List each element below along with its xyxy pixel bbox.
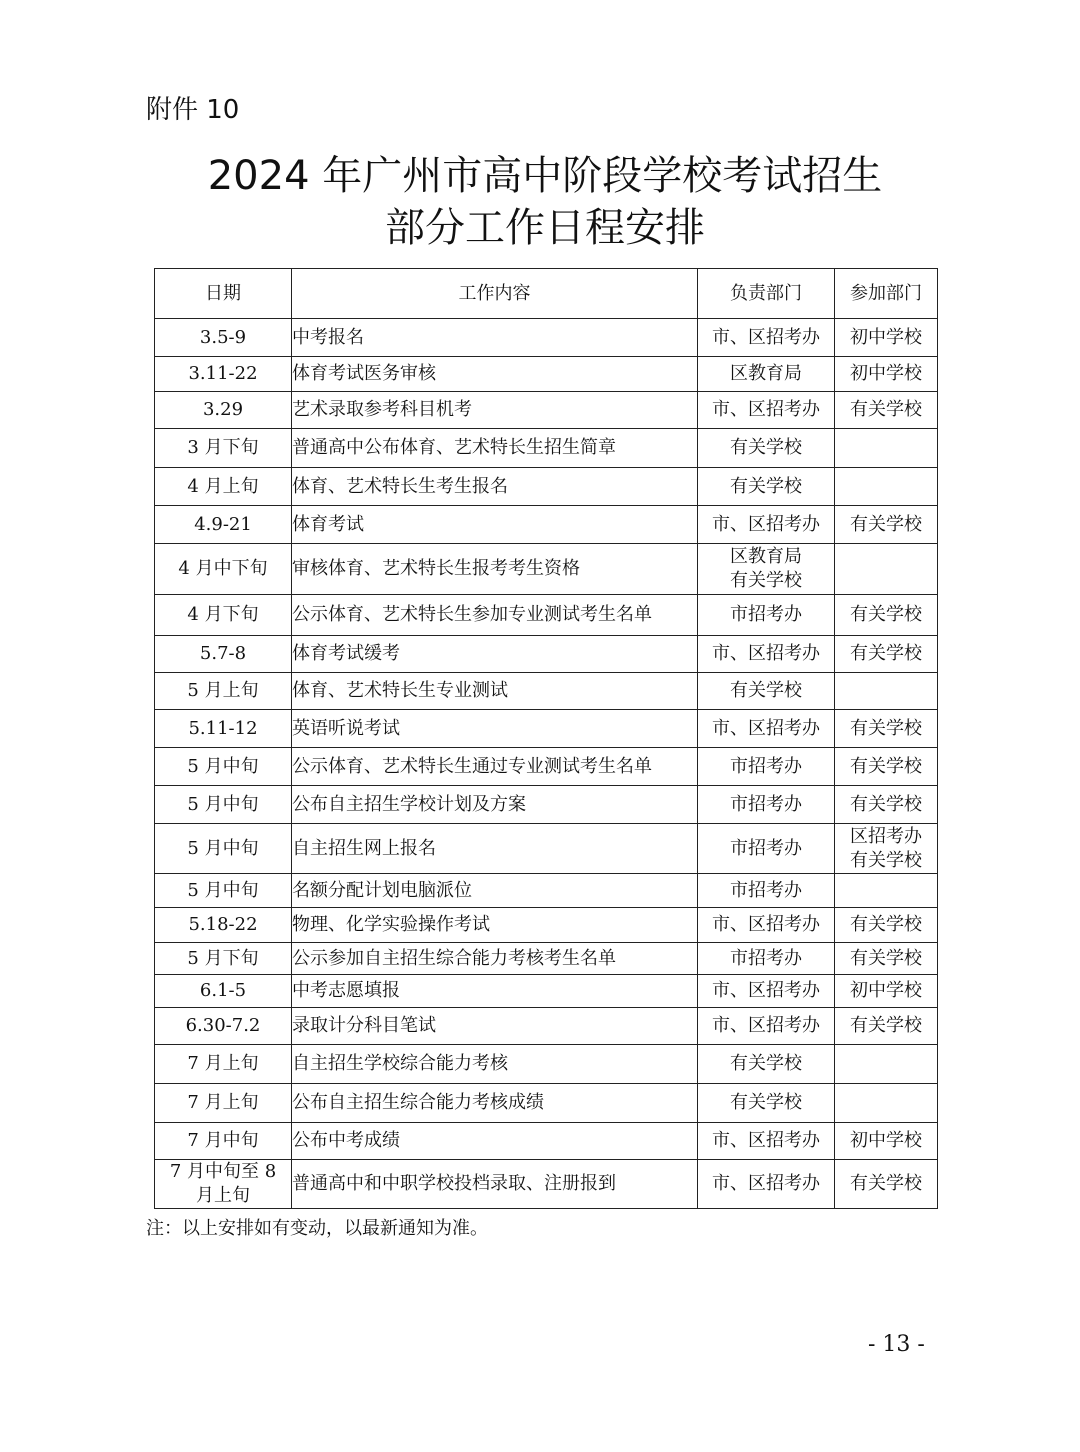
table-row [155,786,938,824]
cell-participants: 有关学校 [835,710,938,748]
cell-date: 5.18-22 [155,908,292,943]
cell-department: 有关学校 [698,1084,835,1123]
cell-content: 中考志愿填报 [292,975,698,1008]
cell-date: 3.5-9 [155,319,292,357]
table-row [155,392,938,429]
cell-content: 录取计分科目笔试 [292,1008,698,1045]
cell-content: 公布中考成绩 [292,1123,698,1160]
cell-department: 市、区招考办 [698,319,835,357]
table-row [155,468,938,506]
cell-content: 艺术录取参考科目机考 [292,392,698,429]
cell-content: 公示体育、艺术特长生通过专业测试考生名单 [292,748,698,786]
cell-date: 7 月中旬 [155,1123,292,1160]
cell-department: 市、区招考办 [698,1160,835,1209]
cell-content: 自主招生网上报名 [292,824,698,874]
cell-content: 体育、艺术特长生考生报名 [292,468,698,506]
column-header-department: 负责部门 [698,269,835,319]
table-row [155,1045,938,1084]
cell-participants: 有关学校 [835,943,938,975]
cell-participants: 有关学校 [835,595,938,636]
cell-participants: 有关学校 [835,1008,938,1045]
cell-content: 体育考试医务审核 [292,357,698,392]
cell-department: 市、区招考办 [698,1008,835,1045]
cell-content: 名额分配计划电脑派位 [292,874,698,908]
cell-department: 有关学校 [698,673,835,710]
document-title-line-1: 2024 年广州市高中阶段学校考试招生 [207,153,883,199]
column-header-participants: 参加部门 [835,269,938,319]
cell-department: 区教育局 有关学校 [698,544,835,595]
cell-date: 4 月上旬 [155,468,292,506]
cell-participants [835,874,938,908]
cell-participants: 初中学校 [835,975,938,1008]
cell-participants: 有关学校 [835,392,938,429]
cell-department: 市、区招考办 [698,392,835,429]
cell-participants: 有关学校 [835,786,938,824]
cell-department: 市招考办 [698,595,835,636]
cell-date: 4 月中下旬 [155,544,292,595]
table-row [155,595,938,636]
cell-content: 体育考试 [292,506,698,544]
cell-participants: 有关学校 [835,908,938,943]
cell-date: 5 月中旬 [155,786,292,824]
cell-department: 有关学校 [698,468,835,506]
cell-date: 3.11-22 [155,357,292,392]
cell-date: 5 月上旬 [155,673,292,710]
cell-date: 3.29 [155,392,292,429]
table-row [155,429,938,468]
cell-date: 5 月中旬 [155,824,292,874]
cell-participants: 初中学校 [835,357,938,392]
cell-content: 公布自主招生综合能力考核成绩 [292,1084,698,1123]
cell-content: 中考报名 [292,319,698,357]
table-row [155,319,938,357]
cell-participants [835,1084,938,1123]
table-row [155,874,938,908]
cell-department: 市、区招考办 [698,506,835,544]
cell-date: 6.1-5 [155,975,292,1008]
cell-participants [835,429,938,468]
cell-department: 市、区招考办 [698,636,835,673]
cell-content: 公示体育、艺术特长生参加专业测试考生名单 [292,595,698,636]
cell-date: 5.11-12 [155,710,292,748]
cell-participants [835,1045,938,1084]
table-row [155,1123,938,1160]
cell-content: 体育、艺术特长生专业测试 [292,673,698,710]
table-row [155,824,938,874]
cell-department: 市、区招考办 [698,1123,835,1160]
table-row [155,673,938,710]
cell-date: 4.9-21 [155,506,292,544]
cell-participants: 有关学校 [835,636,938,673]
table-row [155,908,938,943]
table-row [155,636,938,673]
table-row [155,506,938,544]
cell-content: 普通高中和中职学校投档录取、注册报到 [292,1160,698,1209]
cell-participants: 有关学校 [835,506,938,544]
cell-date: 7 月上旬 [155,1045,292,1084]
cell-date: 4 月下旬 [155,595,292,636]
table-row [155,357,938,392]
cell-date: 5 月中旬 [155,874,292,908]
cell-content: 体育考试缓考 [292,636,698,673]
cell-content: 公示参加自主招生综合能力考核考生名单 [292,943,698,975]
cell-date: 7 月上旬 [155,1084,292,1123]
cell-department: 市、区招考办 [698,908,835,943]
cell-date: 5 月下旬 [155,943,292,975]
table-header-row [155,269,938,319]
cell-content: 审核体育、艺术特长生报考考生资格 [292,544,698,595]
table-row [155,1084,938,1123]
cell-department: 市招考办 [698,824,835,874]
cell-date: 6.30-7.2 [155,1008,292,1045]
cell-participants [835,673,938,710]
table-row [155,1160,938,1209]
cell-department: 市招考办 [698,786,835,824]
page-number: - 13 - [868,1332,925,1357]
cell-content: 物理、化学实验操作考试 [292,908,698,943]
cell-department: 有关学校 [698,429,835,468]
cell-date: 7 月中旬至 8 月上旬 [155,1160,292,1209]
cell-department: 市招考办 [698,943,835,975]
schedule-table [154,268,938,1209]
cell-date: 3 月下旬 [155,429,292,468]
cell-department: 有关学校 [698,1045,835,1084]
cell-content: 普通高中公布体育、艺术特长生招生简章 [292,429,698,468]
footnote: 注：以上安排如有变动，以最新通知为准。 [146,1218,488,1239]
table-row [155,710,938,748]
cell-content: 英语听说考试 [292,710,698,748]
column-header-content: 工作内容 [292,269,698,319]
cell-participants: 初中学校 [835,319,938,357]
cell-department: 区教育局 [698,357,835,392]
column-header-date: 日期 [155,269,292,319]
table-row [155,1008,938,1045]
cell-content: 自主招生学校综合能力考核 [292,1045,698,1084]
cell-date: 5.7-8 [155,636,292,673]
document-title-line-2: 部分工作日程安排 [385,205,705,251]
cell-participants: 初中学校 [835,1123,938,1160]
cell-department: 市招考办 [698,874,835,908]
cell-department: 市、区招考办 [698,975,835,1008]
cell-date: 5 月中旬 [155,748,292,786]
table-row [155,943,938,975]
table-row [155,975,938,1008]
attachment-label: 附件 10 [146,95,240,125]
cell-department: 市、区招考办 [698,710,835,748]
schedule-table-body [155,319,938,1209]
cell-participants: 区招考办 有关学校 [835,824,938,874]
cell-content: 公布自主招生学校计划及方案 [292,786,698,824]
cell-department: 市招考办 [698,748,835,786]
table-row [155,544,938,595]
cell-participants: 有关学校 [835,748,938,786]
cell-participants: 有关学校 [835,1160,938,1209]
cell-participants [835,544,938,595]
cell-participants [835,468,938,506]
table-row [155,748,938,786]
